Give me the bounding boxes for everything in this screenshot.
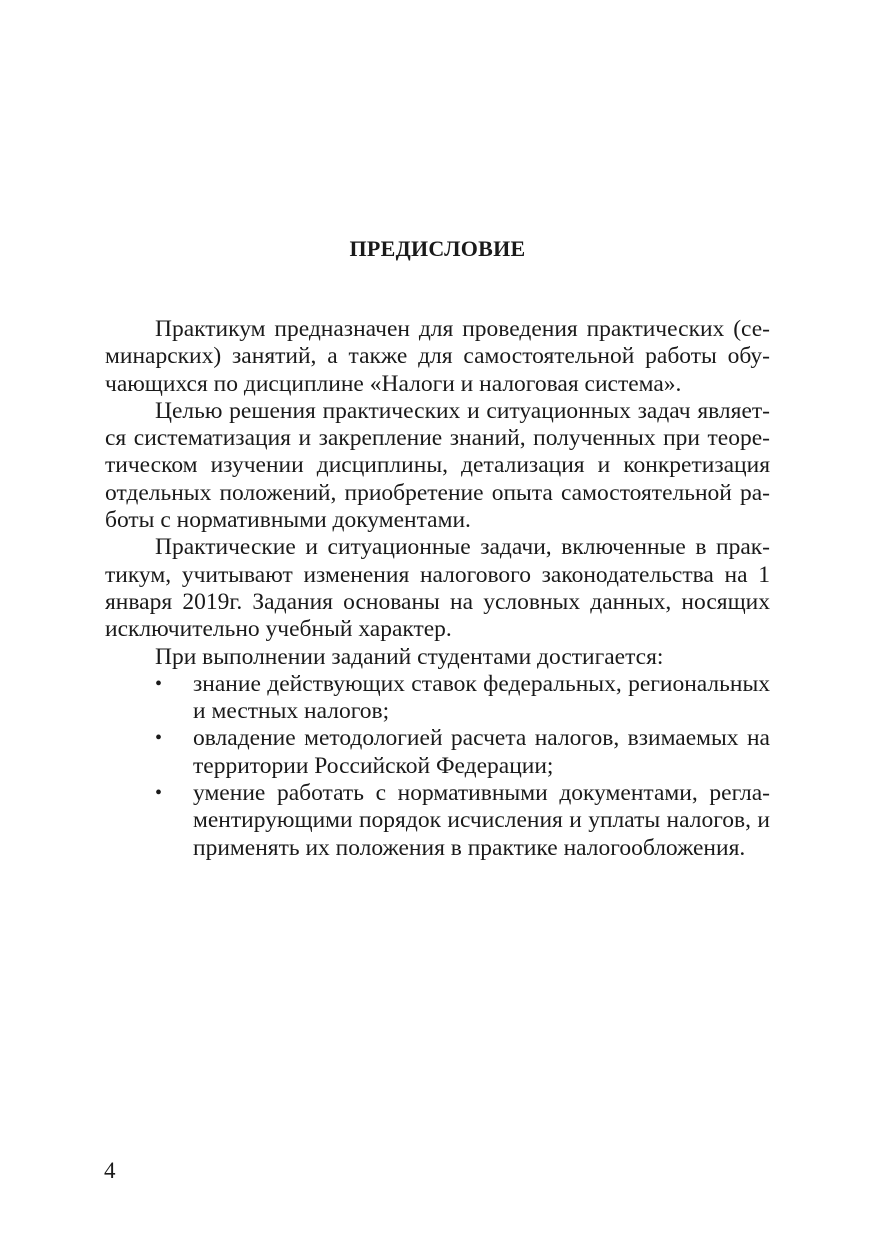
text-line: Практические и ситуационные задачи, включенные в прак- <box>155 534 770 561</box>
text-line: При выполнении заданий студентами достигается: <box>155 643 664 670</box>
text-line: овладение методологией расчета налогов, взимаемых на <box>193 725 770 752</box>
page-number: 4 <box>104 1158 116 1183</box>
text-line: и местных налогов; <box>193 698 390 725</box>
text-line: чающихся по дисциплине «Налоги и налоговая система». <box>105 370 682 397</box>
text-line: Целью решения практических и ситуационных задач являет- <box>155 397 770 424</box>
page-title: ПРЕДИСЛОВИЕ <box>349 236 526 261</box>
paragraph <box>105 644 770 671</box>
list-item <box>105 780 770 862</box>
text-line: отдельных положений, приобретение опыта самостоятельной ра- <box>105 479 770 506</box>
bullet-list <box>105 671 770 862</box>
text-line: знание действующих ставок федеральных, региональных <box>193 670 770 697</box>
text-line: применять их положения в практике налогообложения. <box>193 834 746 861</box>
text-line: боты с нормативными документами. <box>105 507 471 534</box>
text-line: умение работать с нормативными документами, регла- <box>193 780 770 807</box>
text-line: тикум, учитывают изменения налогового законодательства на 1 <box>105 561 770 588</box>
bullet-icon: • <box>155 782 163 805</box>
text-line: ментирующими порядок исчисления и уплаты налогов, и <box>193 807 770 834</box>
list-item <box>105 725 770 780</box>
text-line: минарских) занятий, а также для самостоятельной работы обу- <box>105 343 770 370</box>
text-line: тическом изучении дисциплины, детализация и конкретизация <box>105 452 770 479</box>
text-line: ся систематизация и закрепление знаний, полученных при теоре- <box>105 425 770 452</box>
text-line: территории Российской Федерации; <box>193 752 554 779</box>
text-line: исключительно учебный характер. <box>105 616 452 643</box>
list-item <box>105 671 770 726</box>
text-line: января 2019г. Задания основаны на условных данных, носящих <box>105 588 770 615</box>
paragraph <box>105 316 770 398</box>
bullet-icon: • <box>155 727 163 750</box>
text-line: Практикум предназначен для проведения практических (се- <box>155 316 770 342</box>
paragraph <box>105 398 770 534</box>
paragraph <box>105 534 770 643</box>
bullet-icon: • <box>155 672 163 695</box>
preface-body <box>105 316 770 862</box>
